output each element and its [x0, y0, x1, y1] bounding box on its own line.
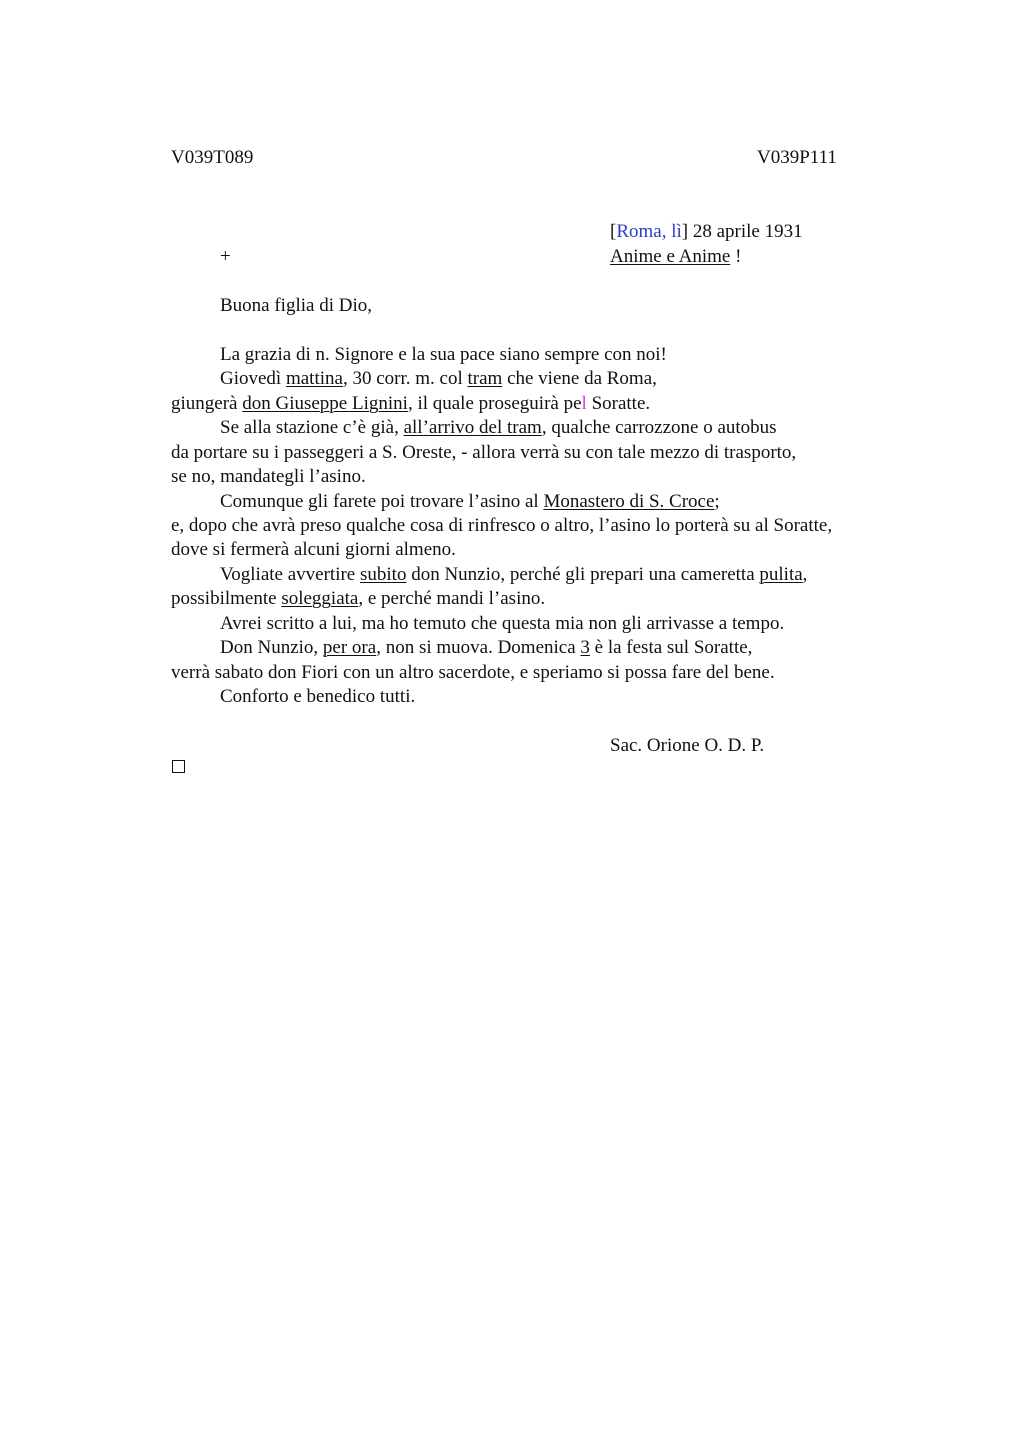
dateline-open-bracket: [	[610, 221, 617, 242]
text-span: possibilmente	[171, 588, 282, 609]
text-span: Vogliate avvertire	[220, 564, 360, 585]
text-span: , e perché mandi l’asino.	[358, 588, 546, 609]
underlined-text: 3	[580, 637, 590, 658]
letter-line-8: e, dopo che avrà preso qualche cosa di rinfresco o altro, l’asino lo porterà su al Soratte,	[171, 515, 833, 536]
underlined-text: subito	[360, 564, 407, 585]
letter-line-5: da portare su i passeggeri a S. Oreste, - allora verrà su con tale mezzo di trasporto,	[171, 442, 797, 463]
dateline-place: Roma, lì	[616, 221, 682, 242]
text-span: Don Nunzio,	[220, 637, 323, 658]
letter-line-14: verrà sabato don Fiori con un altro sacerdote, e speriamo si possa fare del bene.	[171, 662, 775, 683]
letter-line-15: Conforto e benedico tutti.	[220, 686, 416, 707]
letter-line-10	[220, 563, 807, 588]
text-span: che viene da Roma,	[502, 368, 657, 389]
underlined-text: all’arrivo del tram	[403, 417, 542, 438]
underlined-text: soleggiata	[281, 588, 359, 609]
text-span: giungerà	[171, 393, 243, 414]
motto-text: Anime e Anime	[610, 246, 731, 267]
text-span: Se alla stazione c’è già,	[220, 417, 404, 438]
text-span: , 30 corr. m. col	[342, 368, 468, 389]
cross-symbol: +	[220, 246, 231, 267]
letter-line-4	[220, 416, 777, 441]
text-span: Comunque gli farete poi trovare l’asino al	[220, 491, 544, 512]
underlined-text: pulita	[759, 564, 803, 585]
text-span: ;	[714, 491, 720, 512]
letter-line-1: La grazia di n. Signore e la sua pace siano sempre con noi!	[220, 344, 667, 365]
letter-line-7	[220, 490, 720, 515]
text-span: Giovedì	[220, 368, 286, 389]
underlined-text: don Giuseppe Lignini	[242, 393, 408, 414]
salutation: Buona figlia di Dio,	[220, 295, 372, 316]
underlined-text: mattina	[285, 368, 343, 389]
highlighted-letter: l	[581, 393, 587, 414]
header-left-code: V039T089	[171, 147, 254, 168]
dateline-date: 28 aprile 1931	[688, 221, 803, 242]
empty-square-icon	[172, 760, 185, 773]
underlined-text: Monastero di S. Croce	[543, 491, 715, 512]
text-span: , qualche carrozzone o autobus	[541, 417, 777, 438]
letter-line-2	[220, 367, 657, 392]
letter-line-11	[171, 587, 545, 612]
text-span: ,	[802, 564, 808, 585]
text-span: è la festa sul Soratte,	[589, 637, 753, 658]
underlined-text: tram	[467, 368, 503, 389]
text-span: Soratte.	[586, 393, 651, 414]
underlined-text: per ora	[322, 637, 377, 658]
letter-line-9: dove si fermerà alcuni giorni almeno.	[171, 539, 456, 560]
motto-suffix: !	[730, 246, 742, 267]
text-span: , il quale proseguirà pe	[407, 393, 582, 414]
signature: Sac. Orione O. D. P.	[610, 735, 765, 756]
header-right-code: V039P111	[757, 147, 837, 168]
text-span: , non si muova. Domenica	[376, 637, 581, 658]
dateline-close-bracket: ]	[681, 221, 689, 242]
text-span: don Nunzio, perché gli prepari una cameretta	[406, 564, 760, 585]
letter-line-3	[171, 392, 650, 417]
motto	[610, 245, 741, 270]
letter-line-12: Avrei scritto a lui, ma ho temuto che questa mia non gli arrivasse a tempo.	[220, 613, 785, 634]
dateline	[610, 220, 803, 245]
letter-line-6: se no, mandategli l’asino.	[171, 466, 366, 487]
letter-line-13	[220, 636, 752, 661]
